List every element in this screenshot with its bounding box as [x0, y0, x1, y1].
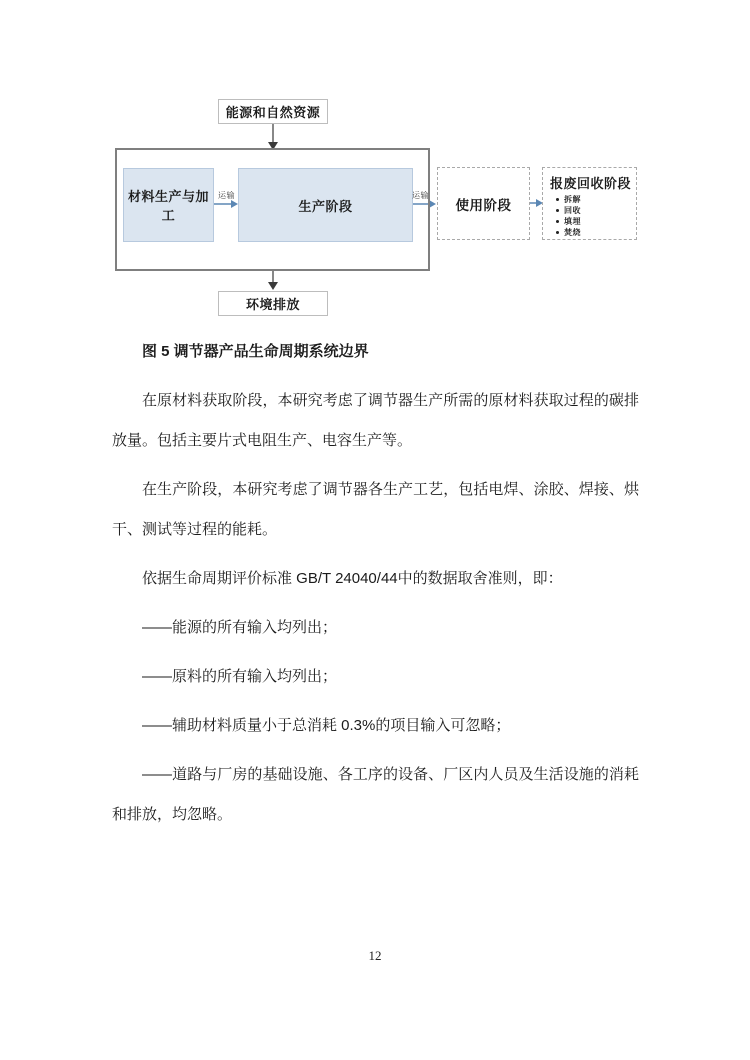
- environment-emission-box: [218, 291, 328, 316]
- dash-list-item: ——辅助材料质量小于总消耗 0.3%的项目输入可忽略；: [142, 717, 511, 734]
- transport-label-2: 运输: [412, 191, 429, 200]
- paragraph: 依据生命周期评价标准 GB/T 24040/44中的数据取舍准则，即：: [142, 570, 563, 587]
- dash-list-item: ——原料的所有输入均列出；: [142, 668, 338, 685]
- scrap-item-label: 填埋: [564, 217, 581, 226]
- material-processing-label: 材料生产与加工: [127, 189, 209, 223]
- bullet-icon: [556, 220, 559, 223]
- bullet-icon: [556, 209, 559, 212]
- dash-list-item: ——能源的所有输入均列出；: [142, 619, 338, 636]
- scrap-item: [556, 227, 631, 238]
- dash-list-item: ——道路与厂房的基础设施、各工序的设备、厂区内人员及生活设施的消耗和排放，均忽略。: [112, 766, 639, 823]
- paragraph: 在生产阶段，本研究考虑了调节器各生产工艺，包括电焊、涂胶、焊接、烘干、测试等过程的能耗。: [112, 481, 639, 538]
- material-processing-box: [123, 168, 214, 242]
- scrap-item: [556, 205, 631, 216]
- body-text: [112, 332, 639, 844]
- scrap-item-list: [550, 194, 631, 238]
- production-stage-box: [238, 168, 413, 242]
- energy-resources-label: 能源和自然资源: [225, 105, 321, 120]
- bullet-icon: [556, 198, 559, 201]
- transport-label-1: 运输: [218, 191, 235, 200]
- scrap-item: [556, 216, 631, 227]
- use-stage-box: [437, 167, 530, 240]
- scrap-item-label: 焚烧: [564, 228, 581, 237]
- environment-emission-label: 环境排放: [245, 297, 300, 312]
- paragraph: 在原材料获取阶段，本研究考虑了调节器生产所需的原材料获取过程的碳排放量。包括主要片式电阻生产、电容生产等。: [112, 392, 639, 449]
- use-stage-label: 使用阶段: [455, 197, 512, 213]
- scrap-recycling-title: 报废回收阶段: [550, 176, 632, 191]
- scrap-item-label: 回收: [564, 206, 581, 215]
- scrap-item: [556, 194, 631, 205]
- production-stage-label: 生产阶段: [298, 198, 353, 214]
- lifecycle-diagram: [0, 0, 750, 330]
- scrap-item-label: 拆解: [564, 195, 581, 204]
- page-number: 12: [368, 948, 382, 963]
- figure-caption: 图 5 调节器产品生命周期系统边界: [142, 343, 369, 360]
- scrap-recycling-box: [542, 167, 637, 240]
- bullet-icon: [556, 231, 559, 234]
- energy-resources-box: [218, 99, 328, 124]
